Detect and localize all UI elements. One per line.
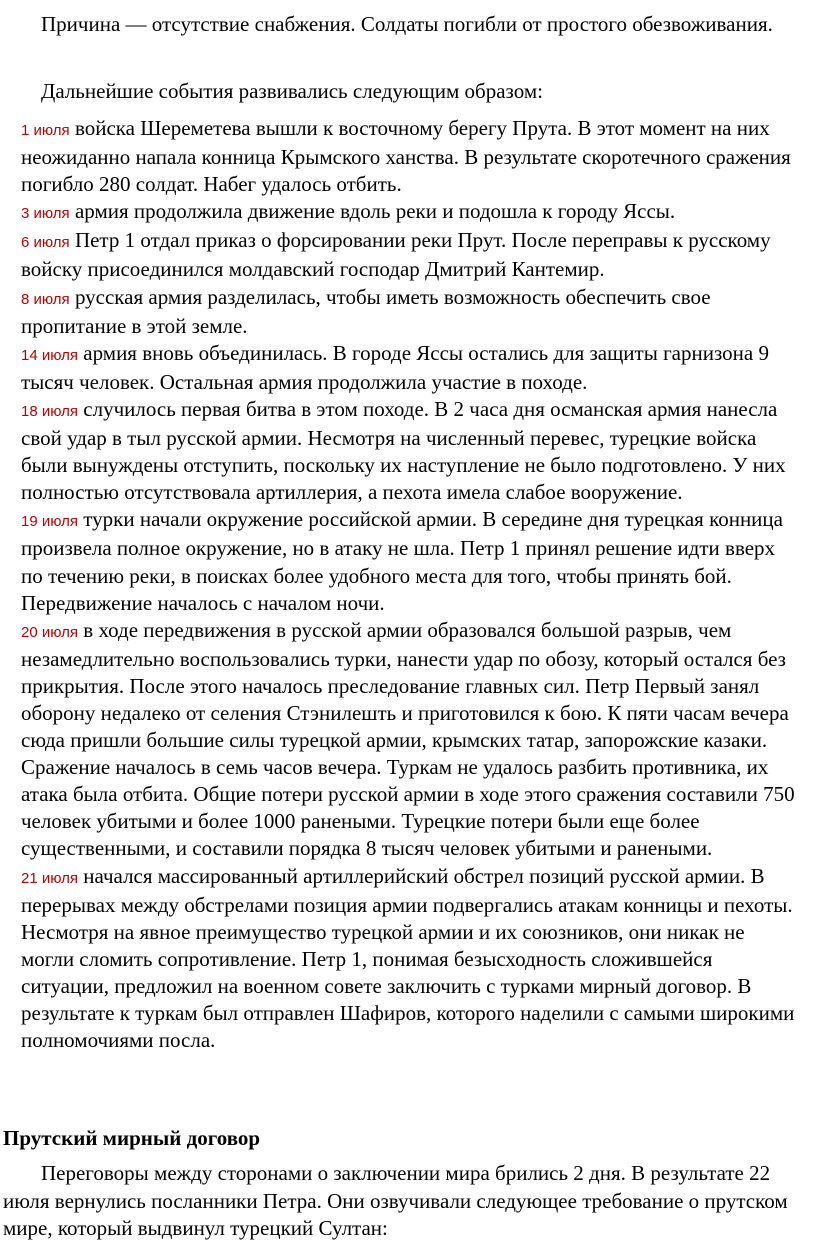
timeline-date: 3 июля [21,205,70,223]
timeline-text: турки начали окружение российской армии. В середине дня турецкая конница произвела полное окружение, но в атаку не шла. Петр 1 принял решение идти вверх по течению реки, в поисках более удобного места для того, чтобы принять бой. Передвижение началось с началом ночи. [21,507,783,615]
timeline-entry [21,198,802,227]
timeline-date: 14 июля [21,346,79,364]
events-intro-paragraph: Дальнейшие события развивались следующим образом: [41,79,543,103]
timeline-date: 19 июля [21,513,79,531]
timeline-date: 8 июля [21,290,70,308]
timeline-text: русская армия разделилась, чтобы иметь возможность обеспечить свое пропитание в этой земле. [21,284,711,338]
timeline-entry [21,115,802,198]
negotiations-paragraph: Переговоры между сторонами о заключении мира брились 2 дня. В результате 22 июля вернулись посланники Петра. Они озвучивали следующее требование о прутском мире, который выдвинул турецкий Султан: [3,1161,788,1240]
timeline-date: 6 июля [21,234,70,252]
timeline-text: армия продолжила движение вдоль реки и подошла к городу Яссы. [69,199,676,224]
cause-paragraph: Причина — отсутствие снабжения. Солдаты погибли от простого обезвоживания. [41,12,773,36]
timeline-date: 20 июля [21,623,79,641]
timeline-date: 18 июля [21,402,79,420]
timeline-text: Петр 1 отдал приказ о форсировании реки Прут. После переправы к русскому войску присоединился молдавский господар Дмитрий Кантемир. [21,228,771,282]
timeline-text: случилось первая битва в этом походе. В 2 часа дня османская армия нанесла свой удар в тыл русской армии. Несмотря на численный перевес, турецкие войска были вынуждены отступить, поскольку их наступление не было подготовлено. У них полностью отсутствовала артиллерия, а пехота имела слабое вооружение. [21,396,786,505]
timeline-entry [21,227,802,283]
timeline-entry [21,340,802,396]
timeline-text: войска Шереметева вышли к восточному берегу Прута. В этот момент на них неожиданно напала конница Крымского ханства. В результате скоротечного сражения погибло 280 солдат. Набег удалось отбить. [21,116,791,197]
timeline-text: армия вновь объединилась. В городе Яссы остались для защиты гарнизона 9 тысяч человек. Остальная армия продолжила участие в походе. [21,340,769,394]
section-heading: Прутский мирный договор [3,1126,261,1150]
timeline-entry [21,284,802,340]
timeline-date: 1 июля [21,122,70,139]
timeline-date: 21 июля [21,869,79,887]
timeline-text: в ходе передвижения в русской армии образовался большой разрыв, чем незамедлительно воспользовались турки, нанести удар по обозу, который остался без прикрытия. После этого началось преследование главных сил. Петр Первый занял оборону недалеко от селения Стэнилешть и приготовился к бою. К пяти часам вечера сюда пришли большие силы турецкой армии, крымских татар, запорожские казаки. Сражение началось в семь часов вечера. Туркам не удалось разбить противника, их атака была отбита. Общие потери русской армии в ходе этого сражения составили 750 человек убитыми и более 1000 ранеными. Турецкие потери были еще более существенными, и составили порядка 8 тысяч человек убитыми и ранеными. [21,617,795,861]
timeline-entry [21,396,802,506]
timeline-entry [21,506,802,616]
timeline-list [21,115,802,1054]
timeline-text: начался массированный артиллерийский обстрел позиций русской армии. В перерывах между обстрелами позиция армии подвергались атакам конницы и пехоты. Несмотря на явное преимущество турецкой армии и их союзников, они никак не могли сломить сопротивление. Петр 1, понимая безысходность сложившейся ситуации, предложил на военном совете заключить с турками мирный договор. В результате к туркам был отправлен Шафиров, которого наделили с самыми широкими полномочиями посла. [21,863,795,1053]
timeline-entry [21,617,802,863]
timeline-entry [21,863,802,1055]
